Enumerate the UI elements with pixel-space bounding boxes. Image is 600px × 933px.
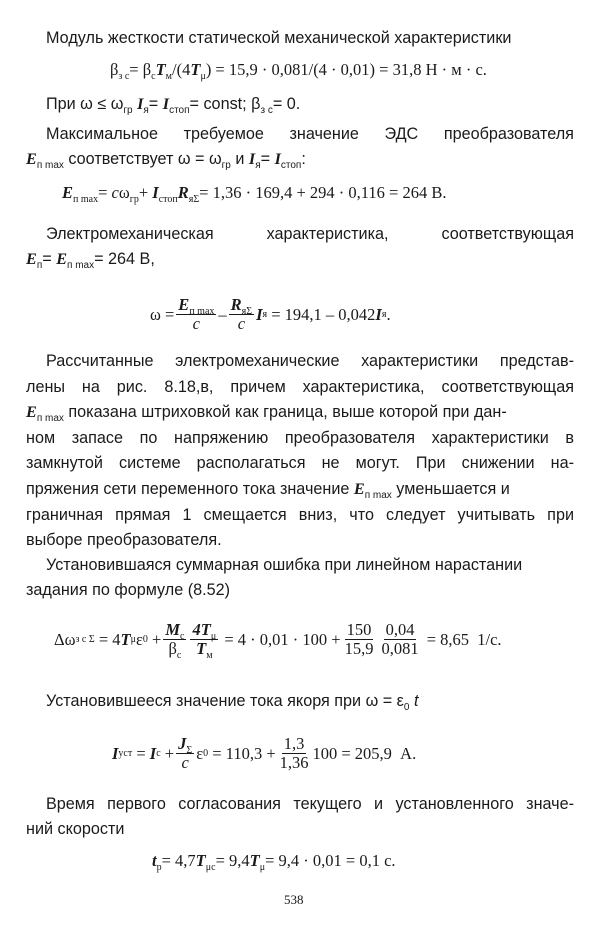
eq-text: = 9,4 · 0,01 = 0,1 с.	[265, 851, 396, 870]
word: характеристика,	[266, 225, 389, 243]
eq-text: = 4 · 0,01 · 100 +	[220, 629, 341, 649]
var: E	[56, 250, 67, 268]
text: Время первого согласования текущего и установленного значе-	[46, 795, 574, 813]
eq-den: 0,081	[381, 639, 419, 658]
eq-var: I	[256, 304, 263, 324]
text: Рассчитанные электромеханические характеристики представ-	[46, 352, 574, 370]
eq-sub: μ	[200, 71, 206, 82]
text: = 0.	[272, 95, 301, 113]
sub: п max	[67, 260, 95, 271]
eq-text: +	[147, 629, 162, 649]
eq-text: =	[132, 743, 150, 763]
var: t	[409, 692, 419, 710]
eq-text: =	[98, 183, 112, 202]
fraction	[176, 735, 194, 772]
p5-line-2	[26, 377, 574, 397]
text: ний скорости	[26, 820, 125, 838]
var: I	[248, 150, 256, 168]
p5-line-6	[26, 479, 574, 499]
text: Установившееся значение тока якоря при ω = ε	[46, 692, 404, 710]
p5-line-1	[46, 351, 574, 371]
p5-line-4	[26, 428, 574, 448]
sub: стоп	[169, 105, 190, 116]
eq-var: R	[177, 183, 189, 202]
text: Модуль жесткости статической механической характеристики	[46, 29, 512, 47]
equation-error: Δω з с Σ = 4 T μ ε 0 + $\frac{M_с}{\beta_с}$ $\frac{4T_\mu}{T_м}$ = 4 · 0,01 · 100 + $\frac{150}{15,9}$ $\frac{0,04}{0,081}$ = 8,65 1/с.	[54, 620, 502, 661]
p8-line-1	[46, 794, 574, 814]
text: задания по формуле (8.52)	[26, 581, 230, 599]
p5-line-7	[26, 505, 574, 525]
text: =	[42, 250, 57, 268]
sub: з с	[260, 105, 273, 116]
var: I	[137, 95, 144, 113]
eq-var: I	[375, 304, 382, 324]
equation-omega: ω = $\frac{E_{п max}}{c}$ – $\frac{R_{я\Sigma}}{c}$ I я = 194,1 – 0,042 I я .	[150, 295, 391, 333]
eq-text: ω =	[150, 304, 175, 324]
sub: п max	[36, 160, 64, 171]
eq-text: +	[138, 183, 153, 202]
word: соответствующая	[441, 225, 574, 243]
paragraph-condition	[46, 94, 300, 114]
eq-text: ) = 15,9 · 0,081/(4 · 0,01) = 31,8 Н · м · с.	[205, 60, 487, 79]
eq-sub: с	[176, 650, 182, 661]
sub: 0	[403, 702, 410, 713]
eq-text: = 8,65 1/с.	[422, 629, 502, 649]
eq-sub: яΣ	[241, 306, 253, 317]
eq-text: = 4,7	[161, 851, 196, 870]
eq-sub: п max	[189, 306, 215, 317]
eq-num: 150	[346, 620, 372, 639]
var: I	[274, 150, 281, 168]
sub: п	[36, 260, 43, 271]
sub: гр	[221, 160, 231, 171]
eq-var: J	[178, 734, 187, 753]
text: =	[260, 150, 275, 168]
p8-line-2	[26, 819, 124, 839]
eq-sub: μ	[259, 862, 266, 873]
sub: гр	[123, 105, 133, 116]
eq-text: –	[218, 304, 227, 324]
eq-var: c	[192, 314, 200, 333]
fraction	[176, 296, 216, 333]
sub: стоп	[280, 160, 302, 171]
text: граничная прямая 1 смещается вниз, что следует учитывать при	[26, 506, 574, 524]
paragraph-electromech-line1	[46, 224, 574, 244]
paragraph-electromech-line2	[26, 249, 155, 269]
eq-text: β	[168, 639, 177, 658]
eq-text: /(4	[172, 60, 191, 79]
text: :	[301, 150, 306, 168]
fraction	[229, 296, 254, 333]
eq-sub: м	[206, 650, 213, 661]
eq-text: Δω	[54, 629, 76, 649]
eq-den: 1,36	[279, 753, 309, 772]
word: ЭДС	[384, 125, 419, 143]
eq-text: = β	[129, 60, 152, 79]
eq-num: 0,04	[385, 620, 415, 639]
eq-sub: μ	[210, 631, 217, 642]
equation-steady-current: I уст = I с + $\frac{J_\Sigma}{c}$ ε 0 = 110,3 + $\frac{1,3}{1,36}$ 100 = 205,9 А.	[112, 734, 417, 772]
eq-var: T	[249, 851, 260, 870]
paragraph-max-emf-line1	[46, 124, 574, 144]
eq-sub: м	[165, 71, 172, 82]
eq-text: = 9,4	[215, 851, 250, 870]
paragraph-armature-current	[46, 691, 418, 711]
text: При ω ≤ ω	[46, 95, 124, 113]
text: = const; β	[189, 95, 261, 113]
equation-stiffness	[110, 60, 487, 80]
p6-line-1	[46, 555, 522, 575]
eq-var: R	[230, 295, 242, 314]
eq-var: I	[112, 743, 119, 763]
var: E	[26, 403, 37, 421]
word: требуемое	[183, 125, 264, 143]
text: выборе преобразователя.	[26, 531, 222, 549]
sub: я	[143, 105, 149, 116]
eq-text: = 4	[94, 629, 121, 649]
eq-var: I	[149, 743, 157, 763]
eq-sub: р	[156, 862, 162, 873]
text: =	[148, 95, 163, 113]
eq-text: ε	[196, 743, 204, 763]
text: лены на рис. 8.18,в, причем характеристика, соответствующая	[26, 378, 574, 396]
eq-text: .	[386, 304, 391, 324]
sub: п max	[36, 413, 64, 424]
eq-text: ω	[118, 183, 130, 202]
eq-sub: стоп	[158, 194, 178, 205]
p5-line-5	[26, 453, 574, 473]
eq-text: = 194,1 – 0,042	[267, 304, 376, 324]
paragraph-max-emf-line2	[26, 149, 306, 169]
eq-var: E	[178, 295, 190, 314]
eq-sub: гр	[129, 194, 139, 205]
eq-var: c	[181, 753, 189, 772]
eq-var: I	[152, 183, 159, 202]
equation-max-emf	[62, 183, 446, 203]
eq-var: 4T	[192, 620, 211, 639]
eq-text: = 110,3 +	[208, 743, 276, 763]
eq-var: t	[152, 851, 157, 870]
eq-sub: з с	[118, 71, 130, 82]
var: E	[26, 250, 37, 268]
sub: я	[255, 160, 261, 171]
eq-var: T	[120, 629, 131, 649]
fraction	[343, 621, 376, 658]
text: Установившаяся суммарная ошибка при линейном нарастании	[46, 556, 523, 574]
equation-settling-time	[152, 851, 396, 871]
eq-var: T	[190, 60, 201, 79]
fraction	[163, 620, 186, 661]
page-number: 538	[284, 892, 304, 907]
text: замкнутой системе располагаться не могут. При снижении на-	[26, 454, 574, 472]
eq-num: 1,3	[283, 734, 305, 753]
p5-line-3	[26, 402, 574, 422]
eq-var: T	[195, 851, 206, 870]
eq-var: T	[155, 60, 166, 79]
text: уменьшается и	[391, 480, 510, 498]
paragraph-stiffness-intro	[46, 28, 511, 48]
var: I	[162, 95, 170, 113]
eq-var: E	[62, 183, 74, 202]
eq-sub: с	[151, 71, 156, 82]
text: = 264 В,	[94, 250, 155, 268]
eq-var: c	[237, 314, 246, 333]
fraction	[190, 620, 218, 661]
eq-text: 100 = 205,9 А.	[312, 743, 417, 763]
text: и	[230, 150, 249, 168]
word: значение	[289, 125, 359, 143]
eq-symbol: β	[110, 60, 119, 79]
var: E	[26, 150, 37, 168]
eq-text: ε	[135, 629, 143, 649]
word: преобразователя	[443, 125, 574, 143]
eq-sub: μс	[205, 862, 216, 873]
p6-line-2	[26, 580, 230, 600]
var: E	[353, 480, 365, 498]
eq-sub: п max	[73, 194, 99, 205]
p5-line-8	[26, 530, 222, 550]
text: показана штриховкой как граница, выше которой при дан-	[63, 403, 507, 421]
eq-var: T	[196, 639, 207, 658]
fraction	[379, 621, 420, 658]
text: соответствует ω = ω	[63, 150, 222, 168]
eq-sub: яΣ	[188, 194, 200, 205]
eq-text: = 1,36 · 169,4 + 294 · 0,116 = 264 В.	[199, 183, 447, 202]
fraction	[278, 735, 311, 772]
eq-sub: Σ	[186, 745, 193, 756]
eq-var: c	[111, 183, 119, 202]
text: пряжения сети переменного тока значение	[26, 480, 354, 498]
sub: п max	[364, 490, 392, 501]
eq-den: 15,9	[344, 639, 374, 658]
eq-text: +	[160, 743, 175, 763]
text: ном запасе по напряжению преобразователя характеристики в	[26, 429, 574, 447]
word: Электромеханическая	[46, 225, 214, 243]
word: Максимальное	[46, 125, 159, 143]
eq-var: M	[165, 620, 181, 639]
eq-sub: с	[180, 631, 185, 642]
